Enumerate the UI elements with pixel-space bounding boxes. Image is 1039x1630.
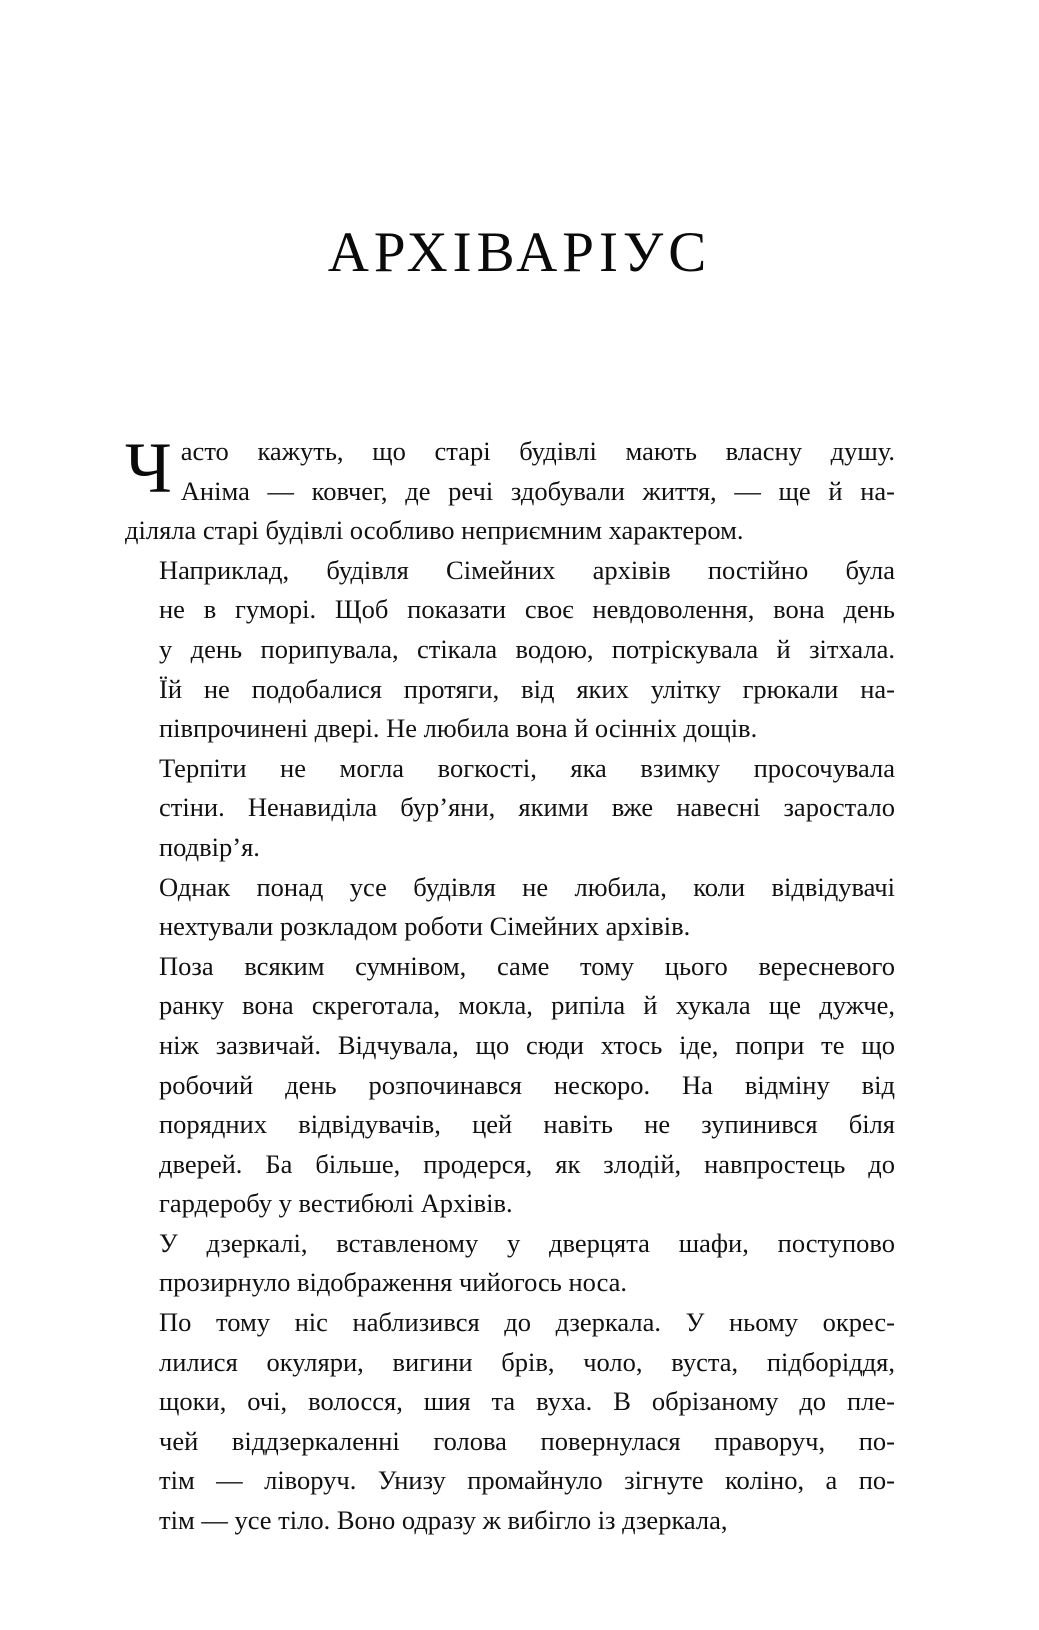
page-title: АРХІВАРІУС [327,221,712,285]
paragraph [125,1224,895,1303]
text-line: тім — усе тіло. Воно одразу ж вибігло із дзеркала, [159,1505,728,1536]
paragraph [125,551,895,749]
paragraph [125,1303,895,1541]
text-line: асто кажуть, що старі будівлі мають власну душу. [180,436,895,466]
paragraph [125,749,895,868]
text-line: Однак понад усе будівля не любила, коли відвідувачі [159,871,895,902]
text-line: робочий день розпочинався нескоро. На відміну від [159,1069,895,1100]
text-line: лилися окуляри, вигини брів, чоло, вуста, підборіддя, [159,1346,895,1377]
text-line: По тому ніс наблизився до дзеркала. У ньому окрес- [159,1307,895,1338]
paragraph [125,868,895,947]
text-line: Їй не подобалися протяги, від яких улітку грюкали на- [159,673,895,704]
text-line: тім — ліворуч. Унизу промайнуло зігнуте коліно, а по- [159,1465,895,1496]
text-line: порядних відвідувачів, цей навіть не зупинився біля [159,1109,895,1140]
text-line: прозирнуло відображення чийогось носа. [159,1267,628,1298]
text-line: у день порипувала, стікала водою, потріскувала й зітхала. [159,633,895,664]
text-line: ніж зазвичай. Відчувала, що сюди хтось іде, попри те що [159,1029,895,1060]
text-line: стіни. Ненавиділа бур’яни, якими вже навесні заростало [159,792,895,823]
text-line: подвір’я. [159,831,260,862]
body-text-block [125,428,895,1541]
text-line: гардеробу у вестибюлі Архівів. [159,1188,513,1219]
text-line: У дзеркалі, вставленому у дверцята шафи, поступово [159,1227,895,1258]
paragraph [125,428,895,551]
text-line: Терпіти не могла вогкості, яка взимку просочувала [159,752,895,783]
text-line: півпрочинені двері. Не любила вона й осінніх дощів. [159,713,758,744]
text-line: щоки, очі, волосся, шия та вуха. В обрізаному до пле- [159,1386,895,1417]
text-line: чей віддзеркаленні голова повернулася праворуч, по- [159,1425,895,1456]
text-line: Поза всяким сумнівом, саме тому цього вересневого [159,950,895,981]
text-line: нехтували розкладом роботи Сімейних архівів. [159,911,691,942]
text-line: діляла старі будівлі особливо неприємним характером. [125,515,744,546]
text-line: Аніма — ковчег, де речі здобували життя, — ще й на- [180,475,895,506]
paragraph [125,947,895,1224]
text-line: ранку вона скреготала, мокла, рипіла й хукала ще дужче, [159,990,895,1021]
text-line: не в гуморі. Щоб показати своє невдоволення, вона день [159,594,895,625]
text-line: дверей. Ба більше, продерся, як злодій, навпростець до [159,1148,895,1179]
text-line: Наприклад, будівля Сімейних архівів постійно була [159,554,895,585]
drop-cap: Ч [125,428,172,508]
